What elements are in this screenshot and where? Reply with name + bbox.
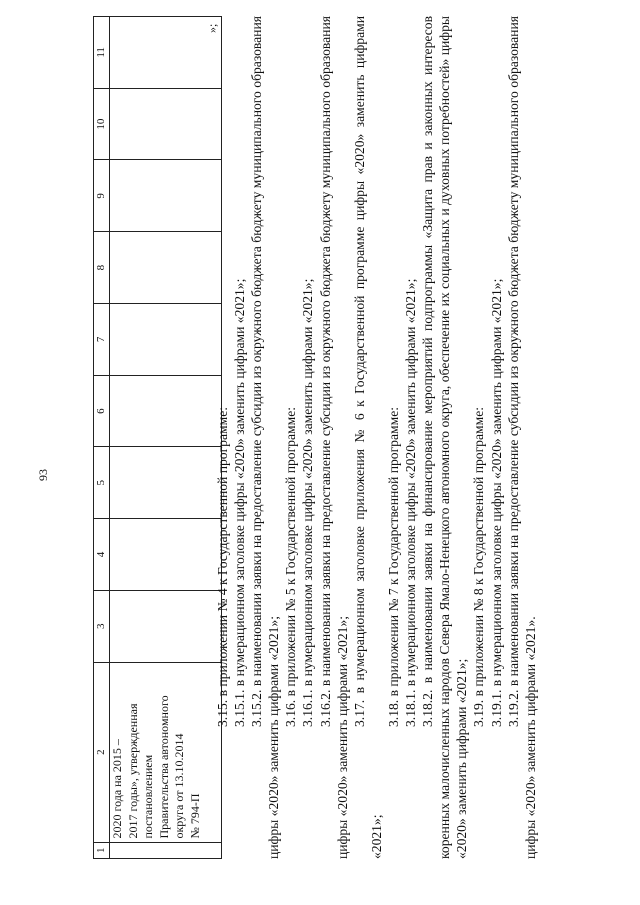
- text-line: 3.19.1. в нумерационном заголовке цифры «2020» заменить цифрами «2021»;: [488, 278, 504, 727]
- paragraph-3-18-1: [402, 16, 419, 859]
- column-header: 5: [94, 447, 110, 519]
- text-line: 3.15.2. в наименовании заявки на предоставление субсидии из окружного бюджета бюджету муниципального: [249, 91, 265, 727]
- column-header: 11: [94, 17, 110, 89]
- table-cell: [110, 842, 222, 858]
- column-header: 3: [94, 590, 110, 662]
- text-line: 3.15. в приложении № 4 к Государственной программе:: [215, 406, 230, 727]
- text-line: образования цифры «2020» заменить цифрами «2021»;: [317, 16, 350, 859]
- cell-line: № 794-П: [187, 793, 202, 839]
- text-line: 3.19.2. в наименовании заявки на предоставление субсидии из окружного бюджета бюджету муниципального: [505, 91, 521, 727]
- paragraph-3-19-1: [488, 16, 505, 859]
- text-line: 3.17. в нумерационном заголовке приложения № 6 к Государственной программе цифры «2020» заменить цифрами: [351, 16, 367, 727]
- paragraph-3-15-1: [231, 16, 248, 859]
- column-header: 7: [94, 303, 110, 375]
- text-line: 3.18. в приложении № 7 к Государственной программе:: [385, 406, 401, 727]
- text-line: 3.18.2. в наименовании заявки на финансирование мероприятий подпрограммы «Защита прав и законных: [420, 81, 436, 727]
- table-cell: [110, 160, 222, 232]
- paragraph-3-19-2: [505, 16, 539, 859]
- paragraph-3-16: [282, 16, 299, 859]
- paragraph-3-18-2: [419, 16, 470, 859]
- page-number: 93: [36, 469, 50, 481]
- text-line: 3.16.1. в нумерационном заголовке цифры «2020» заменить цифрами «2021»;: [300, 278, 316, 727]
- cell-line: округа от 13.10.2014: [172, 733, 186, 839]
- column-header: 6: [94, 375, 110, 447]
- program-name-cell: [110, 662, 222, 842]
- text-line: образования цифры «2020» заменить цифрами «2021».: [505, 16, 538, 859]
- text-line: интересов коренных малочисленных народов Севера Ямало-Ненецкого автономного округа, обеспечение их социальных: [420, 15, 453, 859]
- text-line: 3.19. в приложении № 8 к Государственной программе:: [471, 406, 487, 727]
- column-header: 2: [94, 662, 110, 842]
- paragraph-3-15-2: [248, 16, 282, 859]
- column-header: 4: [94, 519, 110, 591]
- program-table: [93, 16, 222, 859]
- column-header: 9: [94, 160, 110, 232]
- amendment-text: [214, 16, 539, 859]
- column-header: 8: [94, 232, 110, 304]
- text-line: «2021»;: [368, 814, 384, 859]
- closing-quote-semicolon: »;: [205, 23, 219, 33]
- paragraph-3-16-2: [317, 16, 351, 859]
- table-cell: [110, 519, 222, 591]
- paragraph-3-16-1: [299, 16, 316, 859]
- cell-line: 2020 года на 2015 –: [110, 739, 124, 839]
- table-cell: [110, 232, 222, 304]
- paragraph-3-19: [470, 16, 487, 859]
- text-line: 3.15.1. в нумерационном заголовке цифры «2020» заменить цифрами «2021»;: [232, 278, 248, 727]
- table-cell: [110, 590, 222, 662]
- table-row: [110, 17, 222, 859]
- text-line: и духовных потребностей» цифры «2020» заменить цифрами «2021»;: [437, 16, 470, 859]
- column-header: 10: [94, 88, 110, 160]
- table-cell: [110, 447, 222, 519]
- paragraph-3-17: [351, 16, 385, 859]
- text-line: 3.16.2. в наименовании заявки на предоставление субсидии из окружного бюджета бюджету муниципального: [317, 91, 333, 727]
- text-line: 3.18.1. в нумерационном заголовке цифры «2020» заменить цифрами «2021»;: [403, 278, 419, 727]
- table-cell: [110, 303, 222, 375]
- table-header-row: [94, 17, 110, 859]
- column-header: 1: [94, 842, 110, 858]
- cell-line: постановлением: [141, 754, 155, 839]
- paragraph-3-18: [385, 16, 402, 859]
- text-line: образования цифры «2020» заменить цифрами «2021»;: [249, 16, 282, 859]
- cell-line: Правительства автономного: [156, 695, 171, 839]
- text-line: 3.16. в приложении № 5 к Государственной программе:: [283, 406, 299, 727]
- cell-line: 2017 годы», утвержденная: [125, 703, 140, 839]
- table-cell: [110, 375, 222, 447]
- paragraph-3-15: [214, 16, 231, 859]
- table-cell: [110, 88, 222, 160]
